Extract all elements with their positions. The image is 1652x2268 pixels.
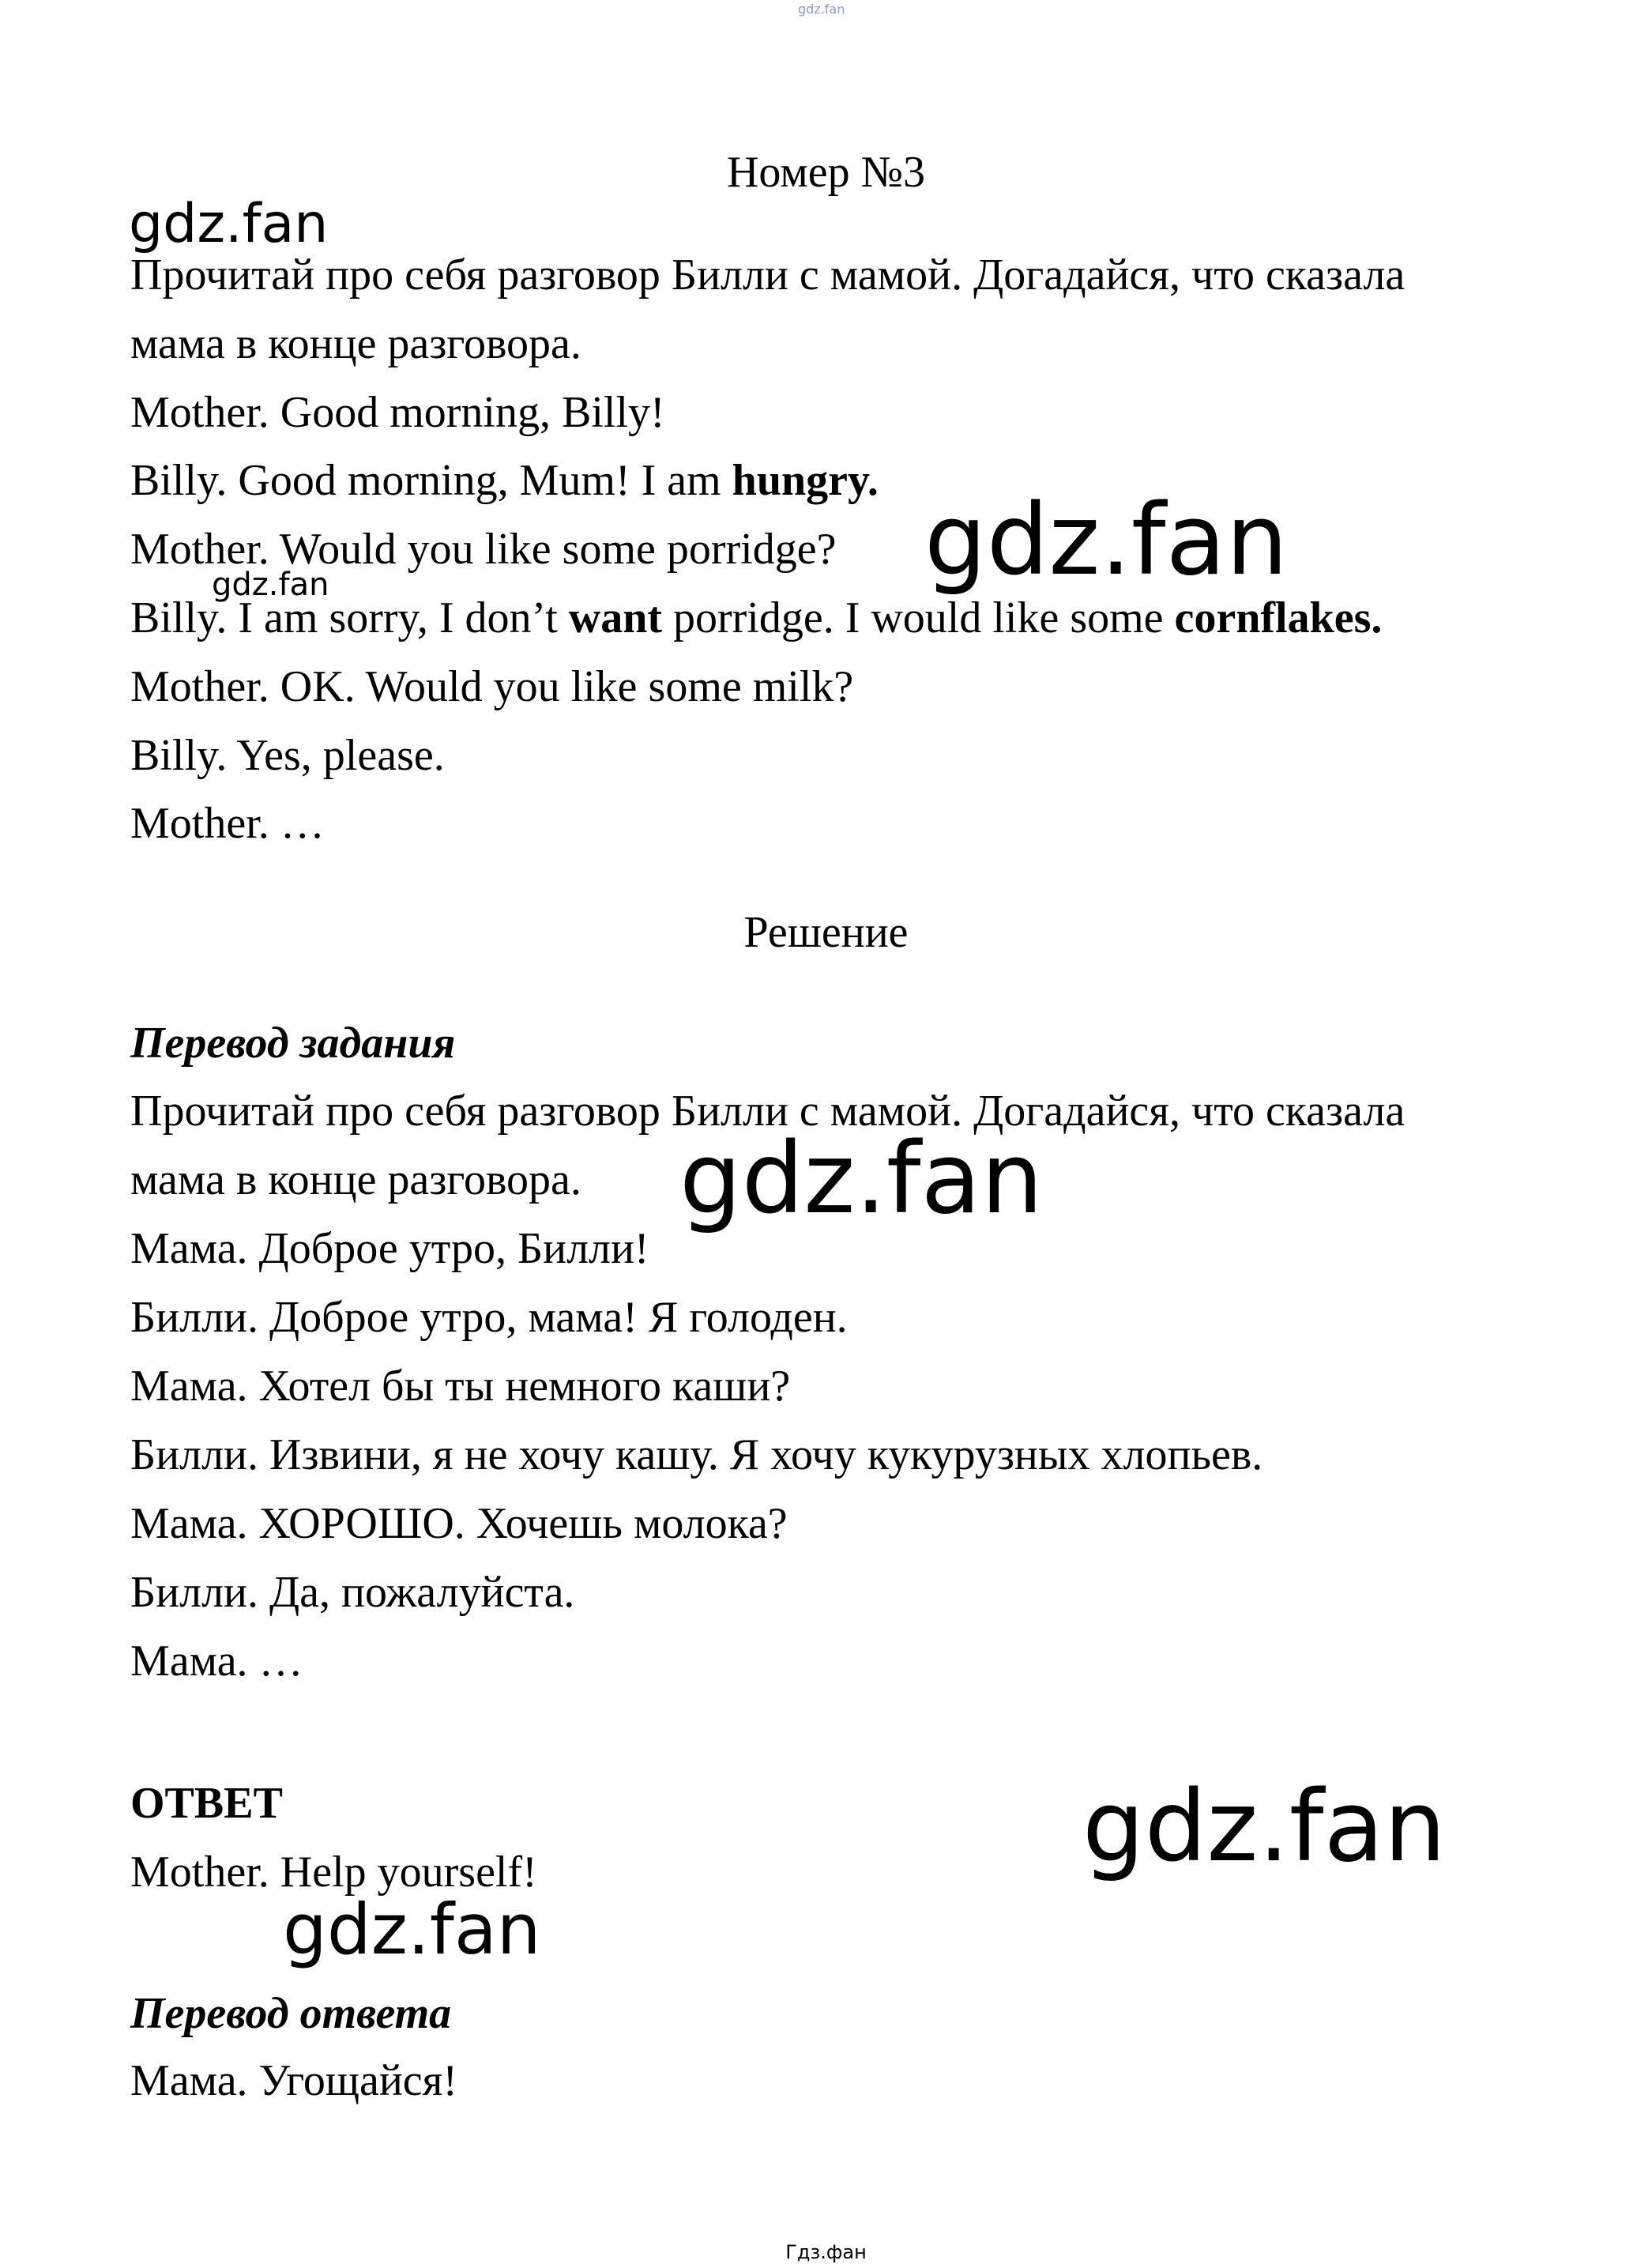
translation-dialog-line: Мама. … (130, 1637, 303, 1686)
answer-text: Mother. Help yourself! (130, 1848, 537, 1897)
bold-word: hungry. (732, 456, 879, 505)
dialog-line: Billy. Good morning, Mum! I am hungry. (130, 456, 879, 505)
answer-translation: Мама. Угощайся! (130, 2056, 458, 2105)
watermark: gdz.fan (1082, 1770, 1447, 1884)
page-title: Номер №3 (726, 148, 926, 197)
translation-line-1: Прочитай про себя разговор Билли с мамой. Догадайся, что сказала (130, 1087, 1406, 1136)
translation-line-2: мама в конце разговора. (130, 1155, 581, 1204)
translation-dialog-line: Билли. Извини, я не хочу кашу. Я хочу кукурузных хлопьев. (130, 1430, 1263, 1479)
watermark: gdz.fan (679, 1122, 1044, 1236)
translation-heading: Перевод задания (130, 1019, 456, 1068)
task-line-1: Прочитай про себя разговор Билли с мамой. Догадайся, что сказала (130, 251, 1406, 300)
translation-dialog-line: Мама. Доброе утро, Билли! (130, 1224, 649, 1273)
solution-heading: Решение (743, 908, 909, 957)
answer-heading: ОТВЕТ (130, 1779, 283, 1828)
top-watermark: gdz.fan (798, 2, 845, 17)
answer-translation-heading: Перевод ответа (130, 1989, 452, 2038)
watermark: gdz.fan (924, 484, 1289, 597)
page-footer: Гдз.фан (785, 2241, 867, 2263)
dialog-line: Billy. I am sorry, I don’t want porridge. I would like some cornflakes. (130, 593, 1383, 642)
watermark: gdz.fan (283, 1889, 541, 1970)
dialog-line: Mother. Would you like some porridge? (130, 525, 837, 574)
translation-dialog-line: Билли. Да, пожалуйста. (130, 1568, 575, 1617)
watermark: gdz.fan (129, 193, 329, 255)
dialog-line: Mother. Good morning, Billy! (130, 388, 665, 437)
dialog-line: Billy. Yes, please. (130, 731, 445, 780)
dialog-line: Mother. … (130, 799, 325, 848)
bold-word: want (568, 593, 662, 642)
task-line-2: мама в конце разговора. (130, 319, 581, 368)
translation-dialog-line: Мама. ХОРОШО. Хочешь молока? (130, 1499, 788, 1548)
translation-dialog-line: Мама. Хотел бы ты немного каши? (130, 1362, 791, 1411)
bold-word: cornflakes. (1174, 593, 1383, 642)
dialog-line: Mother. OK. Would you like some milk? (130, 662, 854, 711)
watermark: gdz.fan (212, 567, 329, 603)
translation-dialog-line: Билли. Доброе утро, мама! Я голоден. (130, 1293, 848, 1342)
